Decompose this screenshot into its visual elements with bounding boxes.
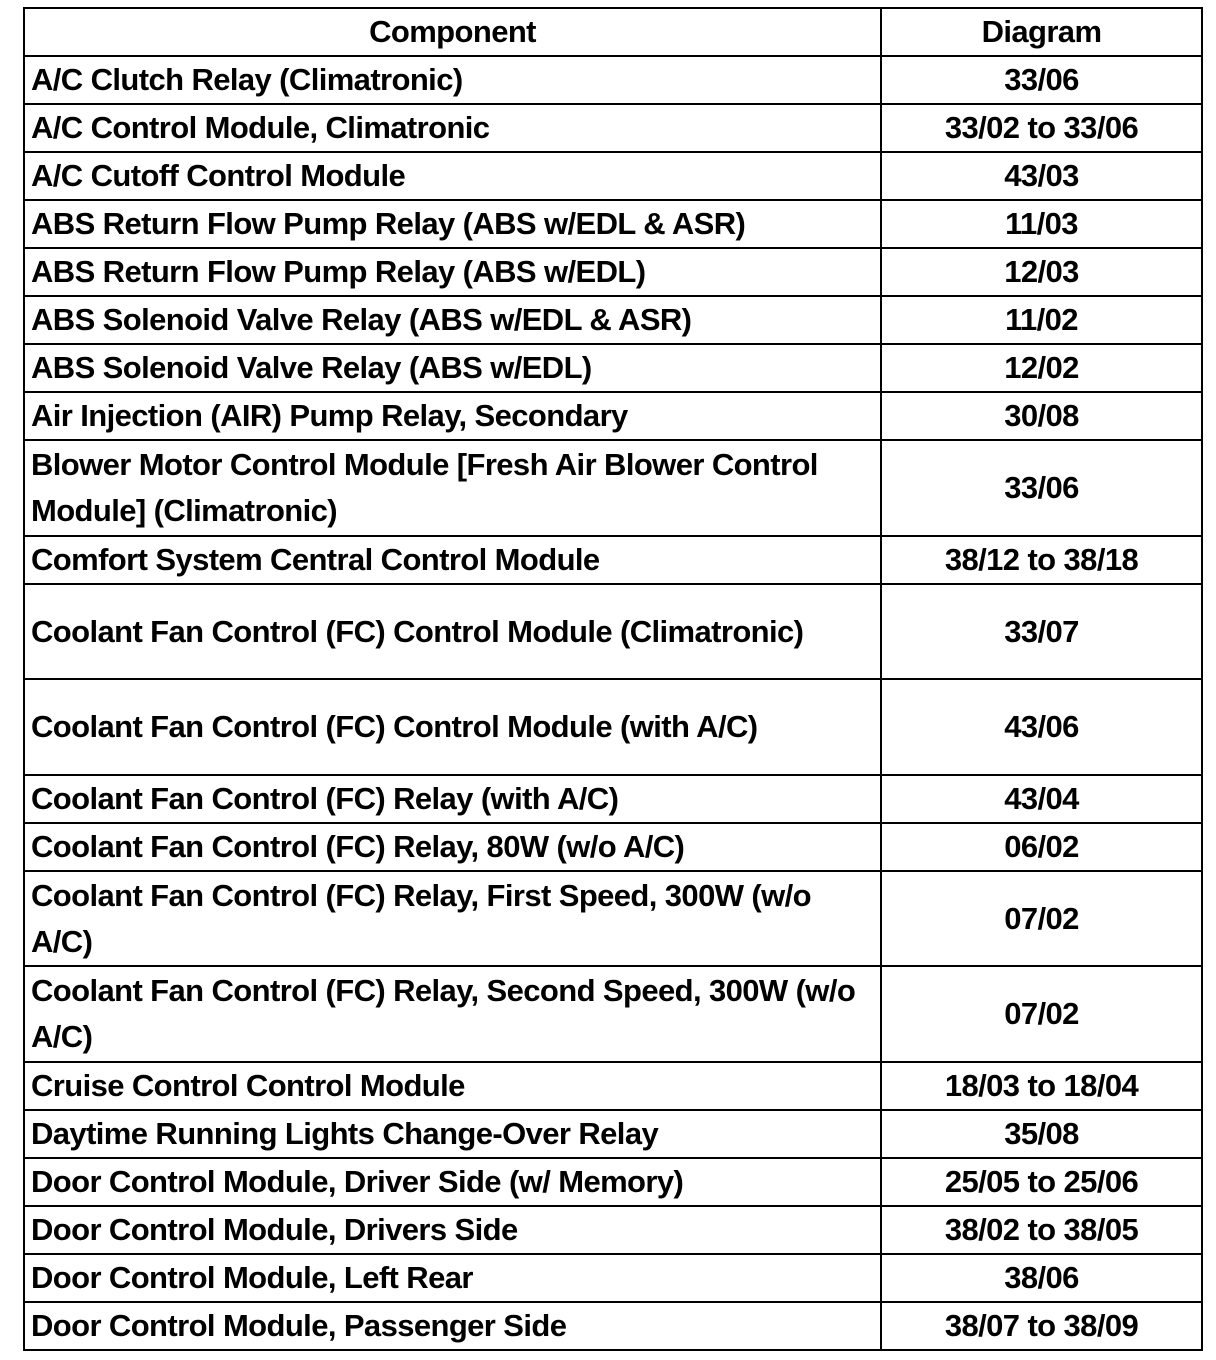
diagram-cell: 33/06: [881, 56, 1202, 104]
diagram-cell: 43/06: [881, 679, 1202, 775]
component-cell: A/C Clutch Relay (Climatronic): [24, 56, 881, 104]
component-cell: Blower Motor Control Module [Fresh Air Blower Control Module] (Climatronic): [24, 440, 881, 536]
component-cell: Door Control Module, Passenger Side: [24, 1302, 881, 1350]
diagram-cell: 43/04: [881, 775, 1202, 823]
table-row: [24, 296, 1202, 344]
table-row: [24, 1254, 1202, 1302]
table-row: [24, 1158, 1202, 1206]
component-cell: Coolant Fan Control (FC) Control Module (with A/C): [24, 679, 881, 775]
diagram-cell: 25/05 to 25/06: [881, 1158, 1202, 1206]
diagram-cell: 38/02 to 38/05: [881, 1206, 1202, 1254]
component-cell: ABS Solenoid Valve Relay (ABS w/EDL & ASR): [24, 296, 881, 344]
table-row: [24, 536, 1202, 584]
table-row: [24, 966, 1202, 1062]
table-row: [24, 1206, 1202, 1254]
diagram-cell: 12/02: [881, 344, 1202, 392]
component-cell: Coolant Fan Control (FC) Relay (with A/C): [24, 775, 881, 823]
component-cell: Coolant Fan Control (FC) Relay, 80W (w/o A/C): [24, 823, 881, 871]
component-cell: Coolant Fan Control (FC) Control Module (Climatronic): [24, 584, 881, 679]
component-cell: ABS Return Flow Pump Relay (ABS w/EDL): [24, 248, 881, 296]
table-row: [24, 200, 1202, 248]
diagram-cell: 35/08: [881, 1110, 1202, 1158]
table-row: [24, 104, 1202, 152]
table-row: [24, 679, 1202, 775]
table-row: [24, 1110, 1202, 1158]
diagram-cell: 43/03: [881, 152, 1202, 200]
table-row: [24, 344, 1202, 392]
column-header-component: Component: [24, 8, 881, 56]
table-row: [24, 248, 1202, 296]
table-row: [24, 871, 1202, 966]
table-row: [24, 775, 1202, 823]
table-row: [24, 584, 1202, 679]
diagram-cell: 33/02 to 33/06: [881, 104, 1202, 152]
component-cell: A/C Control Module, Climatronic: [24, 104, 881, 152]
component-cell: Door Control Module, Driver Side (w/ Memory): [24, 1158, 881, 1206]
diagram-cell: 07/02: [881, 966, 1202, 1062]
table-row: [24, 56, 1202, 104]
diagram-cell: 11/03: [881, 200, 1202, 248]
component-cell: Cruise Control Control Module: [24, 1062, 881, 1110]
table-row: [24, 1302, 1202, 1350]
column-header-diagram: Diagram: [881, 8, 1202, 56]
table-row: [24, 823, 1202, 871]
component-cell: A/C Cutoff Control Module: [24, 152, 881, 200]
diagram-cell: 11/02: [881, 296, 1202, 344]
diagram-cell: 06/02: [881, 823, 1202, 871]
component-cell: Door Control Module, Drivers Side: [24, 1206, 881, 1254]
component-cell: Daytime Running Lights Change-Over Relay: [24, 1110, 881, 1158]
header-row: [24, 8, 1202, 56]
component-cell: Coolant Fan Control (FC) Relay, First Speed, 300W (w/o A/C): [24, 871, 881, 966]
diagram-cell: 38/07 to 38/09: [881, 1302, 1202, 1350]
table-row: [24, 152, 1202, 200]
diagram-cell: 38/12 to 38/18: [881, 536, 1202, 584]
diagram-cell: 30/08: [881, 392, 1202, 440]
diagram-cell: 12/03: [881, 248, 1202, 296]
table-row: [24, 1062, 1202, 1110]
component-cell: Air Injection (AIR) Pump Relay, Secondary: [24, 392, 881, 440]
component-cell: ABS Solenoid Valve Relay (ABS w/EDL): [24, 344, 881, 392]
diagram-cell: 33/07: [881, 584, 1202, 679]
component-cell: Comfort System Central Control Module: [24, 536, 881, 584]
component-cell: Coolant Fan Control (FC) Relay, Second Speed, 300W (w/o A/C): [24, 966, 881, 1062]
component-cell: ABS Return Flow Pump Relay (ABS w/EDL & ASR): [24, 200, 881, 248]
diagram-cell: 38/06: [881, 1254, 1202, 1302]
diagram-cell: 33/06: [881, 440, 1202, 536]
component-diagram-table: [23, 7, 1203, 1351]
table-row: [24, 392, 1202, 440]
table-row: [24, 440, 1202, 536]
diagram-cell: 18/03 to 18/04: [881, 1062, 1202, 1110]
component-cell: Door Control Module, Left Rear: [24, 1254, 881, 1302]
diagram-cell: 07/02: [881, 871, 1202, 966]
